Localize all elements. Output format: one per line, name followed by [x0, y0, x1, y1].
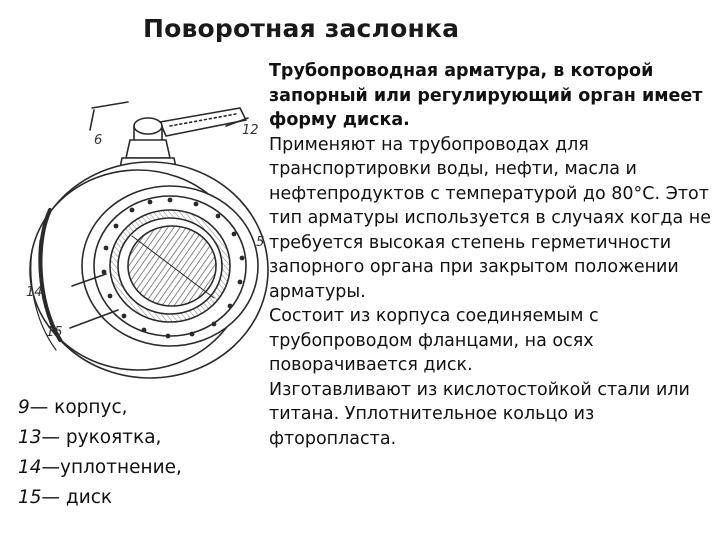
legend-item-body: 9— корпус, — [18, 397, 128, 418]
figure-label-15: 15 — [46, 325, 63, 340]
legend-item-seal: 14—уплотнение, — [18, 457, 182, 478]
figure-label-12: 12 — [242, 123, 259, 138]
definition-paragraph: Трубопроводная арматура, в которой запорный или регулирующий орган имеет форму диска. — [269, 61, 703, 130]
materials-paragraph: Изготавливают из кислотостойкой стали или титана. Уплотнительное кольцо из фторопласта. — [269, 379, 690, 449]
legend-item-disc: 15— диск — [18, 487, 113, 508]
legend-item-handle: 13— рукоятка, — [18, 427, 162, 448]
description-text — [269, 59, 715, 451]
butterfly-valve-drawing — [10, 60, 272, 380]
figure-label-5: 5 — [256, 235, 265, 250]
figure-label-14: 14 — [26, 285, 43, 300]
figure-legend — [18, 393, 182, 513]
figure-label-6: 6 — [94, 133, 103, 148]
construction-paragraph: Состоит из корпуса соединяемым с трубопроводом фланцами, на осях поворачивается диск. — [269, 306, 599, 375]
page-title: Поворотная заслонка — [143, 14, 460, 43]
application-paragraph: Применяют на трубопроводах для транспортировки воды, нефти, масла и нефтепродуктов с температурой до 80°С. Этот тип арматуры используется в случаях когда не требуется высокая степень герметичности запорного органа при закрытом положении арматуры. — [269, 134, 711, 302]
